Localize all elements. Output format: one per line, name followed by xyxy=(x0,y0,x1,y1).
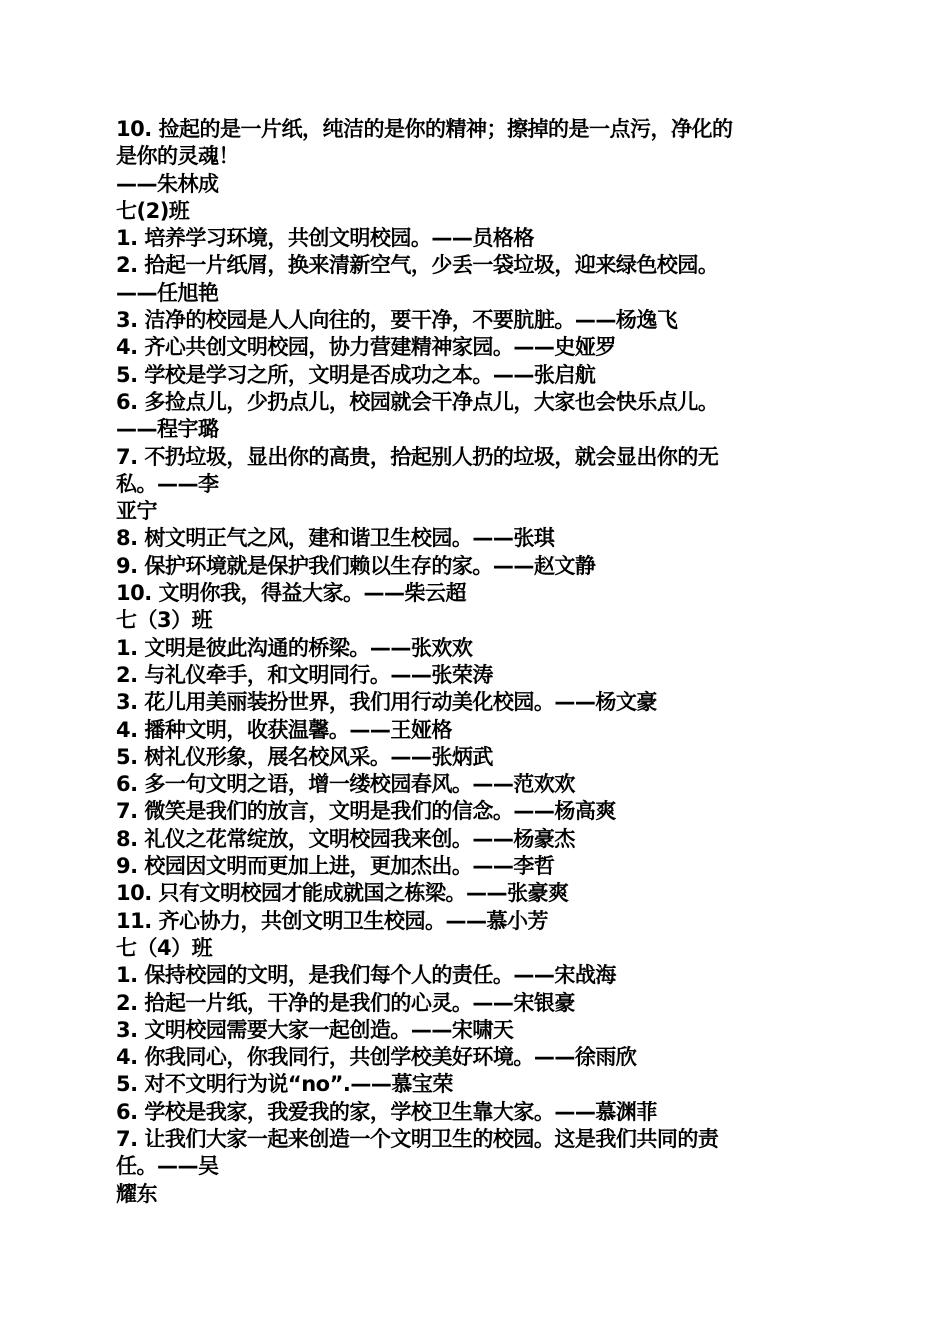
text-line: 3. 文明校园需要大家一起创造。——宋啸天 xyxy=(116,1017,514,1042)
class-heading: 七（3）班 xyxy=(116,608,213,633)
text-line: 亚宁 xyxy=(116,499,157,524)
text-line: 耀东 xyxy=(116,1181,157,1206)
text-line: 5. 对不文明行为说“no”.——慕宝荣 xyxy=(116,1072,453,1097)
class-heading: 七(2)班 xyxy=(116,198,190,223)
text-line: 4. 播种文明，收获温馨。——王娅格 xyxy=(116,717,452,742)
document-page xyxy=(116,116,846,1208)
text-line: 10. 文明你我，得益大家。——柴云超 xyxy=(116,581,467,606)
text-line: 5. 树礼仪形象，展名校风采。——张炳武 xyxy=(116,744,493,769)
text-line: 6. 多一句文明之语，增一缕校园春风。——范欢欢 xyxy=(116,772,575,797)
text-line: 4. 你我同心，你我同行，共创学校美好环境。——徐雨欣 xyxy=(116,1045,637,1070)
text-line: 10. 只有文明校园才能成就国之栋梁。——张豪爽 xyxy=(116,881,569,906)
text-line: 7. 让我们大家一起来创造一个文明卫生的校园。这是我们共同的责 xyxy=(116,1126,719,1151)
text-line: 6. 多捡点儿，少扔点儿，校园就会干净点儿，大家也会快乐点儿。 xyxy=(116,389,719,414)
text-line: 8. 礼仪之花常绽放，文明校园我来创。——杨豪杰 xyxy=(116,826,575,851)
text-line: 9. 校园因文明而更加上进，更加杰出。——李哲 xyxy=(116,854,555,879)
text-line: 2. 与礼仪牵手，和文明同行。——张荣涛 xyxy=(116,662,493,687)
text-line: 10. 捡起的是一片纸，纯洁的是你的精神；擦掉的是一点污，净化的 xyxy=(116,117,733,141)
text-line: ——任旭艳 xyxy=(116,280,219,305)
text-line: 4. 齐心共创文明校园，协力营建精神家园。——史娅罗 xyxy=(116,335,616,360)
text-line: 1. 文明是彼此沟通的桥梁。——张欢欢 xyxy=(116,635,473,660)
text-line: 9. 保护环境就是保护我们赖以生存的家。——赵文静 xyxy=(116,553,596,578)
text-line: 任。——吴 xyxy=(116,1154,219,1179)
text-line: 8. 树文明正气之风，建和谐卫生校园。——张琪 xyxy=(116,526,555,551)
text-line: ——朱林成 xyxy=(116,171,219,196)
class-heading: 七（4）班 xyxy=(116,935,213,960)
text-line: ——程宇璐 xyxy=(116,417,219,442)
text-line: 私。——李 xyxy=(116,471,219,496)
text-line: 2. 拾起一片纸屑，换来清新空气，少丢一袋垃圾，迎来绿色校园。 xyxy=(116,253,719,278)
text-line: 2. 拾起一片纸，干净的是我们的心灵。——宋银豪 xyxy=(116,990,575,1015)
text-line: 1. 培养学习环境，共创文明校园。——员格格 xyxy=(116,226,534,251)
text-line: 是你的灵魂！ xyxy=(116,144,239,169)
text-line: 7. 微笑是我们的放言，文明是我们的信念。——杨高爽 xyxy=(116,799,616,824)
text-line: 5. 学校是学习之所，文明是否成功之本。——张启航 xyxy=(116,362,596,387)
text-line: 6. 学校是我家，我爱我的家，学校卫生靠大家。——慕渊菲 xyxy=(116,1099,657,1124)
text-line: 11. 齐心协力，共创文明卫生校园。——慕小芳 xyxy=(116,908,549,933)
text-line: 7. 不扔垃圾，显出你的高贵，拾起别人扔的垃圾，就会显出你的无 xyxy=(116,444,719,469)
text-line: 1. 保持校园的文明，是我们每个人的责任。——宋战海 xyxy=(116,963,616,988)
text-line: 3. 花儿用美丽装扮世界，我们用行动美化校园。——杨文豪 xyxy=(116,690,657,715)
text-line: 3. 洁净的校园是人人向往的，要干净，不要肮脏。——杨逸飞 xyxy=(116,308,678,333)
